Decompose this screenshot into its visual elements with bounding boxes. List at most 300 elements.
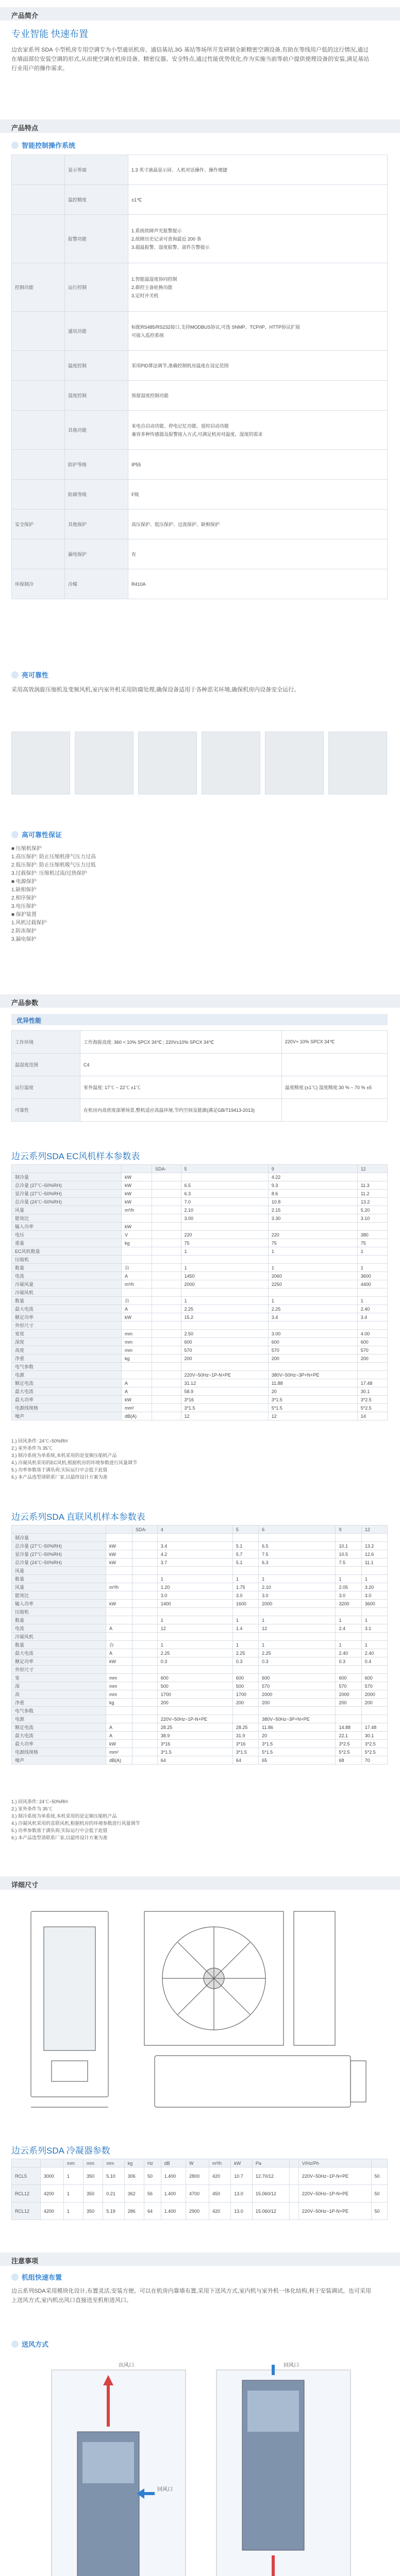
- param-value: m³/h: [106, 1583, 132, 1591]
- param-value: 12: [259, 1624, 336, 1633]
- param-value: [336, 1715, 361, 1723]
- param-value: 31.12: [181, 1379, 268, 1387]
- condenser-cell: 13.0: [231, 2202, 253, 2220]
- table-row: [12, 1633, 388, 1641]
- condenser-cell: 4200: [40, 2202, 63, 2220]
- param-value: [181, 1256, 268, 1264]
- condenser-table: [11, 2159, 388, 2220]
- upflow-diagram: [52, 2370, 186, 2576]
- param-model: [152, 1206, 181, 1214]
- param-value: 2.25: [232, 1649, 258, 1657]
- param-value: 17.48: [361, 1723, 387, 1732]
- param-value: 75: [357, 1239, 387, 1247]
- param-value: 570: [357, 1346, 387, 1354]
- table-row: [12, 450, 388, 480]
- feature-desc: F级: [128, 480, 388, 510]
- table-row: [12, 539, 388, 569]
- condenser-cell: [290, 2202, 299, 2220]
- feature-item: 其他功能: [65, 411, 128, 450]
- param-value: 3*16: [232, 1740, 258, 1748]
- condenser-cell: 220V~50Hz~1P-N+PE: [298, 2185, 371, 2202]
- param-value: 5*1.5: [259, 1748, 336, 1756]
- table-row: [12, 1363, 388, 1371]
- param-model: [152, 1264, 181, 1272]
- param-unit: mm: [122, 1338, 152, 1346]
- param-value: 600: [268, 1338, 357, 1346]
- table-row: [12, 312, 388, 351]
- param-value: A: [106, 1649, 132, 1657]
- env-value: 在机房内高密度部署场景,整机适应高温环境,节约空间及能源(满足GB/T19413-2013): [80, 1099, 282, 1122]
- param-value: [106, 1575, 132, 1583]
- feature-desc: 1.智能温湿度协同控制 2.群控主备轮换功能 3.定时开关机: [128, 263, 388, 312]
- param-unit: kW: [122, 1223, 152, 1231]
- param-model: [152, 1321, 181, 1330]
- param-value: [157, 1707, 232, 1715]
- param-name: 额定功率: [12, 1313, 122, 1321]
- param-value: 13.2: [357, 1198, 387, 1206]
- param-value: 1: [157, 1641, 232, 1649]
- param-name: 数量: [12, 1297, 122, 1305]
- param-value: 3.00: [181, 1214, 268, 1223]
- param-model: [152, 1239, 181, 1247]
- condenser-cell: RCL12: [12, 2185, 41, 2202]
- feature-desc: ±1℃: [128, 185, 388, 215]
- param-value: [268, 1256, 357, 1264]
- param-name: 显冷量 (27℃~50%RH): [12, 1190, 122, 1198]
- table-row: [12, 480, 388, 510]
- param-value: [357, 1363, 387, 1371]
- param-value: [232, 1633, 258, 1641]
- table-row: [12, 1264, 388, 1272]
- table-header: 5: [232, 1526, 258, 1534]
- param-value: [336, 1633, 361, 1641]
- table-header: [290, 2159, 299, 2167]
- param-value: [336, 1534, 361, 1542]
- table-row: [12, 1231, 388, 1239]
- param-value: [268, 1321, 357, 1330]
- table-row: [12, 1076, 388, 1099]
- feature-item: 运行控制: [65, 263, 128, 312]
- param-value: 14: [357, 1412, 387, 1420]
- param-name: 数量: [12, 1641, 106, 1649]
- param-unit: dB(A): [122, 1412, 152, 1420]
- param-unit: mm²: [122, 1404, 152, 1412]
- env-value: 温度精度:(±1℃) 湿度精度:30 % ~ 70 % ±5: [281, 1076, 387, 1099]
- param-value: [157, 1534, 232, 1542]
- feature-group: [12, 539, 65, 569]
- param-value: 5*2.5: [336, 1748, 361, 1756]
- table-header: [371, 2159, 387, 2167]
- param-value: 2.4: [336, 1624, 361, 1633]
- feature-group: [12, 480, 65, 510]
- section-header-intro: [0, 7, 400, 21]
- param-value: 1: [336, 1616, 361, 1624]
- param-name: 最大电流: [12, 1305, 122, 1313]
- table-row: [12, 2202, 388, 2220]
- param-value: [132, 1748, 157, 1756]
- param-value: 1: [361, 1641, 387, 1649]
- param-value: [259, 1534, 336, 1542]
- condenser-cell: 4700: [186, 2185, 209, 2202]
- dimension-drawings: [21, 1906, 376, 2123]
- param-value: 9.3: [268, 1181, 357, 1190]
- product-photo: [138, 732, 197, 794]
- note-line: 4.) 冷凝风机采用的EC风机,根据机房的环境参数进行风量调节: [11, 1460, 138, 1465]
- table-header: m³/h: [209, 2159, 231, 2167]
- table-row: [12, 1624, 388, 1633]
- param-value: [268, 1289, 357, 1297]
- param-value: kg: [106, 1699, 132, 1707]
- param-value: [357, 1223, 387, 1231]
- param-value: 2.15: [268, 1206, 357, 1214]
- param-model: [152, 1363, 181, 1371]
- condenser-cell: 350: [84, 2185, 103, 2202]
- param-value: [132, 1633, 157, 1641]
- table-row: [12, 1707, 388, 1715]
- feature-group: [12, 351, 65, 381]
- feature-desc: 采用PID算法调节,准确控制机房温度在设定范围: [128, 351, 388, 381]
- table-row: [12, 1616, 388, 1624]
- table-row: [12, 1550, 388, 1558]
- env-value: 室外温度: 17℃ ~ 22℃ ±1℃: [80, 1076, 282, 1099]
- param-value: 2.10: [259, 1583, 336, 1591]
- param-value: 5*1.5: [268, 1404, 357, 1412]
- param-value: [361, 1534, 387, 1542]
- param-value: [268, 1363, 357, 1371]
- table-row: [12, 2167, 388, 2185]
- table-header: 12: [357, 1165, 387, 1173]
- param-value: [357, 1173, 387, 1181]
- param-value: kW: [106, 1740, 132, 1748]
- feature-group: [12, 312, 65, 351]
- table-header: SDA-: [152, 1165, 181, 1173]
- param-value: 200: [361, 1699, 387, 1707]
- param-value: 3.0: [361, 1591, 387, 1600]
- param-value: 3.1: [361, 1624, 387, 1633]
- param-value: 600: [259, 1674, 336, 1682]
- param-value: [106, 1591, 132, 1600]
- param-value: [357, 1371, 387, 1379]
- param-value: [132, 1575, 157, 1583]
- param-value: 1: [232, 1641, 258, 1649]
- param-value: [106, 1567, 132, 1575]
- param-value: 5*2.5: [357, 1404, 387, 1412]
- param-value: [132, 1542, 157, 1550]
- param-value: [132, 1591, 157, 1600]
- param-name: 风量: [12, 1206, 122, 1214]
- table-row: [12, 1239, 388, 1247]
- section-header-params: [0, 994, 400, 1008]
- param-value: 4.00: [357, 1330, 387, 1338]
- param-value: 11.3: [357, 1181, 387, 1190]
- param-value: 0.3: [259, 1657, 336, 1666]
- param-value: 3.0: [232, 1591, 258, 1600]
- param-value: 75: [268, 1239, 357, 1247]
- table-header: W: [186, 2159, 209, 2167]
- table-header: [12, 1526, 106, 1534]
- param-value: 64: [157, 1756, 232, 1765]
- param-value: [336, 1666, 361, 1674]
- param-value: [132, 1707, 157, 1715]
- airflow-diagrams: [31, 2360, 371, 2576]
- param-model: [152, 1297, 181, 1305]
- param-value: A: [106, 1624, 132, 1633]
- param-value: 11.1: [361, 1558, 387, 1567]
- condenser-cell: 15.060/12: [252, 2202, 289, 2220]
- param-value: 600: [181, 1338, 268, 1346]
- param-value: 1700: [157, 1690, 232, 1699]
- param-unit: kW: [122, 1173, 152, 1181]
- param-value: 1450: [181, 1272, 268, 1280]
- param-value: 3600: [357, 1272, 387, 1280]
- list-item: 2.相序保护: [11, 895, 37, 901]
- param-model: [152, 1387, 181, 1396]
- param-value: [157, 1666, 232, 1674]
- param-value: 3*1.5: [232, 1748, 258, 1756]
- param-value: 8.6: [268, 1190, 357, 1198]
- feature-item: 其他保护: [65, 510, 128, 539]
- param-name: 电压: [12, 1231, 122, 1239]
- table-row: [12, 1280, 388, 1289]
- feature-group: [12, 411, 65, 450]
- condenser-view: [144, 1911, 366, 2107]
- param-value: 500: [157, 1682, 232, 1690]
- env-value: [281, 1099, 387, 1122]
- feature-group: [12, 450, 65, 480]
- feature-item: 温控精度: [65, 185, 128, 215]
- param-value: [268, 1223, 357, 1231]
- param-value: mm: [106, 1690, 132, 1699]
- table-row: [12, 1396, 388, 1404]
- param-model: [152, 1173, 181, 1181]
- param-value: 20: [268, 1387, 357, 1396]
- table-row: [12, 1756, 388, 1765]
- table-row: [12, 1321, 388, 1330]
- param-value: 220: [181, 1231, 268, 1239]
- param-value: [361, 1715, 387, 1723]
- param-unit: mm: [122, 1346, 152, 1354]
- param-value: [181, 1173, 268, 1181]
- param-unit: [122, 1256, 152, 1264]
- table-row: [12, 1404, 388, 1412]
- param-name: 数量: [12, 1575, 106, 1583]
- param-value: [132, 1600, 157, 1608]
- note-line: 6.) 本产品选型请联系厂家,以最终设计方案为准: [11, 1475, 108, 1480]
- table-header: V/Hz/Ph: [298, 2159, 371, 2167]
- param-model: [152, 1289, 181, 1297]
- section-title: 产品简介: [11, 12, 39, 20]
- param-name: 输入功率: [12, 1600, 106, 1608]
- param-name: 最大功率: [12, 1396, 122, 1404]
- param-value: 2.25: [259, 1649, 336, 1657]
- product-photo: [328, 732, 387, 794]
- label-outlet-1: 出风口: [119, 2363, 134, 2368]
- table-header: Hz: [144, 2159, 161, 2167]
- param-value: [132, 1690, 157, 1699]
- param-value: 3.30: [268, 1214, 357, 1223]
- param-value: 65: [259, 1756, 336, 1765]
- param-value: 570: [259, 1682, 336, 1690]
- param-unit: 台: [122, 1297, 152, 1305]
- param-value: 4.2: [157, 1550, 232, 1558]
- param-value: [232, 1534, 258, 1542]
- param-value: 5.1: [232, 1542, 258, 1550]
- feature-group: 环保制冷: [12, 569, 65, 599]
- param-value: 2.25: [157, 1649, 232, 1657]
- param-unit: mm: [122, 1330, 152, 1338]
- feature-item: 湿度控制: [65, 381, 128, 411]
- condenser-cell: 64: [144, 2202, 161, 2220]
- param-value: [157, 1608, 232, 1616]
- table-row: [12, 351, 388, 381]
- table-row: [12, 1247, 388, 1256]
- table-row: [12, 1256, 388, 1264]
- param-name: 压缩机: [12, 1608, 106, 1616]
- param-value: A: [106, 1732, 132, 1740]
- table-row: [12, 569, 388, 599]
- product-photo: [11, 732, 70, 794]
- table-row: [12, 1575, 388, 1583]
- table-row: [12, 1674, 388, 1682]
- condenser-cell: 420: [209, 2167, 231, 2185]
- param-value: 3*2.5: [336, 1740, 361, 1748]
- param-name: 电源线规格: [12, 1748, 106, 1756]
- param-value: 200: [268, 1354, 357, 1363]
- param-value: A: [106, 1723, 132, 1732]
- param-value: 22.1: [336, 1732, 361, 1740]
- param-value: 70: [361, 1756, 387, 1765]
- env-value: 工作海拔高度: 360 < 10% SPCX 34℃ ; 220V±10% SPCX 34℃: [80, 1031, 282, 1054]
- param-name: 冷凝风量: [12, 1280, 122, 1289]
- param-value: [232, 1666, 258, 1674]
- table-row: [12, 1206, 388, 1214]
- env-label: 工作环境: [12, 1031, 80, 1054]
- param-value: 1: [336, 1575, 361, 1583]
- param-value: [132, 1616, 157, 1624]
- param-unit: A: [122, 1379, 152, 1387]
- param-value: 3.00: [268, 1330, 357, 1338]
- param-value: [132, 1624, 157, 1633]
- param-value: 1: [357, 1264, 387, 1272]
- param-value: [106, 1715, 132, 1723]
- condenser-cell: RCL5: [12, 2167, 41, 2185]
- condenser-cell: 1: [63, 2185, 83, 2202]
- feature-item: 报警功能: [65, 215, 128, 263]
- param-value: 3.20: [361, 1583, 387, 1591]
- table-header: [106, 1526, 132, 1534]
- downflow-diagram: [216, 2365, 351, 2576]
- param-value: 11.2: [357, 1190, 387, 1198]
- param-value: 1700: [232, 1690, 258, 1699]
- param-value: 1: [336, 1641, 361, 1649]
- param-value: 220: [268, 1231, 357, 1239]
- table-row: [12, 1666, 388, 1674]
- feature-desc: 预留湿度控制功能: [128, 381, 388, 411]
- ec-notes: [11, 1437, 137, 1481]
- table-row: [12, 1715, 388, 1723]
- param-value: 3*2.5: [361, 1740, 387, 1748]
- param-name: 数量: [12, 1264, 122, 1272]
- param-name: 高度: [12, 1346, 122, 1354]
- param-name: 最大功率: [12, 1740, 106, 1748]
- param-value: 570: [181, 1346, 268, 1354]
- param-model: [152, 1371, 181, 1379]
- param-value: 28.25: [157, 1723, 232, 1732]
- param-value: 64: [232, 1756, 258, 1765]
- param-value: kW: [106, 1657, 132, 1666]
- param-value: 0.3: [232, 1657, 258, 1666]
- param-value: 6.3: [181, 1190, 268, 1198]
- param-value: 3.0: [259, 1591, 336, 1600]
- param-model: [152, 1223, 181, 1231]
- table-row: [12, 1723, 388, 1732]
- table-row: [12, 1165, 388, 1173]
- table-row: [12, 185, 388, 215]
- table-header: mm: [84, 2159, 103, 2167]
- param-value: [132, 1608, 157, 1616]
- list-item: 1.风机过载保护: [11, 920, 47, 926]
- list-item: ■ 压缩机保护: [11, 846, 42, 852]
- table-header: 6: [259, 1526, 336, 1534]
- condenser-cell: 13.0: [231, 2185, 253, 2202]
- param-value: 1: [157, 1575, 232, 1583]
- param-name: 噪声: [12, 1756, 106, 1765]
- dc-table-title: 边云系列SDA 直联风机样本参数表: [11, 1512, 145, 1522]
- param-value: 1: [268, 1264, 357, 1272]
- feature-desc: 1.系统故障声光报警提示 2.故障历史记录可查询最近 200 条 3.超温报警、湿度报警、部件告警提示: [128, 215, 388, 263]
- param-value: 1: [357, 1297, 387, 1305]
- param-value: 28.25: [232, 1723, 258, 1732]
- param-name: 外形尺寸: [12, 1666, 106, 1674]
- param-value: [357, 1321, 387, 1330]
- param-value: 3600: [361, 1600, 387, 1608]
- table-header: [40, 2159, 63, 2167]
- param-value: 200: [181, 1354, 268, 1363]
- feature-desc: 有: [128, 539, 388, 569]
- highlight-paragraph: 采用高效涡旋压缩机及变频风机,室内室外机采用防腐处理,确保设备适用于各种恶劣环境,确保机房内设备安全运行。: [11, 687, 300, 693]
- param-value: 0.3: [157, 1657, 232, 1666]
- param-value: 2060: [268, 1272, 357, 1280]
- param-value: 1: [361, 1616, 387, 1624]
- param-value: mm: [106, 1682, 132, 1690]
- param-value: 600: [357, 1338, 387, 1346]
- param-value: 3.7: [157, 1558, 232, 1567]
- param-value: [106, 1616, 132, 1624]
- env-value: C4: [80, 1054, 282, 1076]
- feature-item: 通讯功能: [65, 312, 128, 351]
- param-value: 13.2: [361, 1542, 387, 1550]
- env-label: 可靠性: [12, 1099, 80, 1122]
- param-name: 压缩机: [12, 1256, 122, 1264]
- param-value: 380V~50Hz~3P+N+PE: [259, 1715, 336, 1723]
- section-title: 注意事项: [11, 2257, 39, 2265]
- param-name: 冷凝风机: [12, 1289, 122, 1297]
- table-row: [12, 1412, 388, 1420]
- param-unit: [122, 1289, 152, 1297]
- param-name: 最大电流: [12, 1732, 106, 1740]
- table-header: 5: [181, 1165, 268, 1173]
- param-value: 1: [259, 1616, 336, 1624]
- param-model: [152, 1404, 181, 1412]
- param-value: 1: [268, 1247, 357, 1256]
- table-row: [12, 1608, 388, 1616]
- note-line: 4.) 冷凝风机采用的直联风机,根据机房的环境参数进行风量调节: [11, 1821, 140, 1826]
- param-name: 风量: [12, 1567, 106, 1575]
- note-line: 5.) 功率参数基于满负荷,实际运行中会低于此值: [11, 1467, 108, 1472]
- param-name: 风量: [12, 1583, 106, 1591]
- table-row: [12, 1641, 388, 1649]
- condenser-cell: 420: [209, 2202, 231, 2220]
